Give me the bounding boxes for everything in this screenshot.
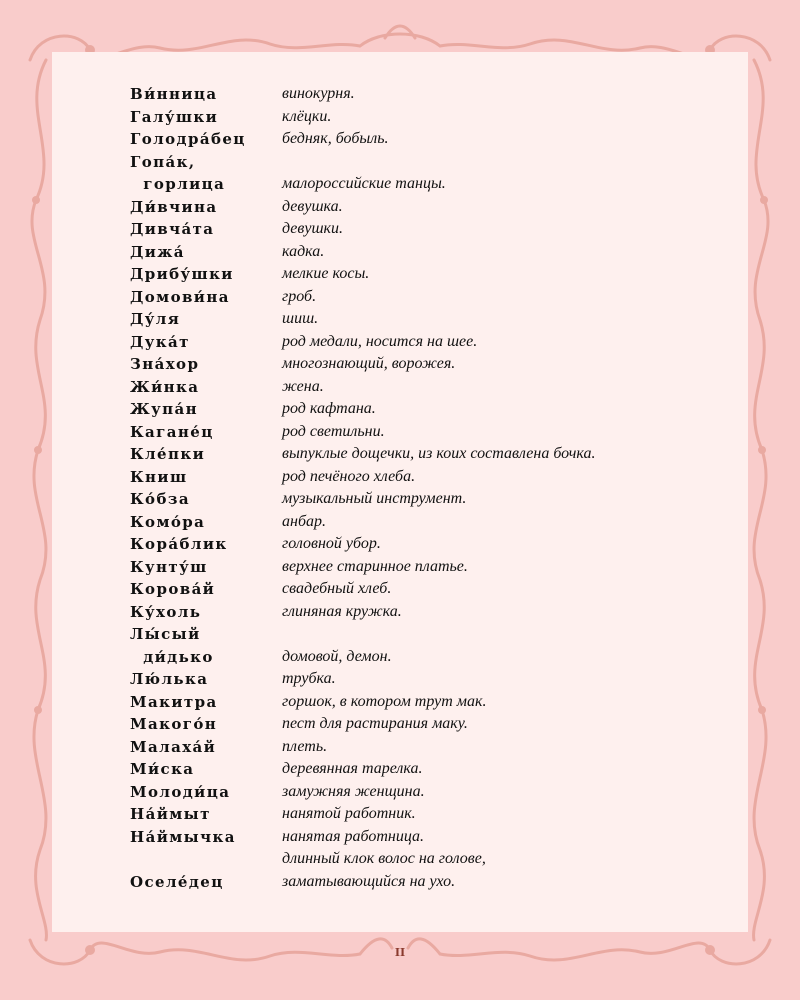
glossary-entry (130, 466, 690, 489)
glossary-definition: род светильни. (282, 422, 385, 440)
glossary-entry (130, 826, 690, 849)
glossary-term: Ду́ля (130, 310, 181, 328)
glossary-definition: трубка. (282, 670, 336, 687)
glossary-term: Голодра́бец (130, 130, 246, 148)
glossary-entry (130, 578, 690, 601)
glossary-term: Молоди́ца (130, 782, 231, 801)
left-flourish (32, 60, 46, 940)
glossary-definition: верхнее старинное платье. (282, 557, 468, 575)
glossary-term: Жупа́н (130, 400, 198, 418)
glossary-term: Дижа́ (130, 242, 185, 261)
glossary-term: Галу́шки (130, 107, 219, 126)
glossary-term: Ми́ска (130, 760, 195, 778)
glossary-definition: нанятая работница. (282, 827, 425, 845)
glossary-definition: головной убор. (282, 535, 381, 552)
glossary-term: Домови́на (130, 287, 230, 306)
glossary-definition: малороссийские танцы. (282, 175, 446, 192)
page-number: II (394, 946, 406, 959)
glossary-entry (130, 353, 690, 376)
glossary-entry (130, 713, 690, 736)
glossary-definition: гроб. (282, 287, 317, 305)
glossary-entry (130, 263, 690, 286)
glossary-definition: жена. (282, 377, 324, 395)
glossary-entry (130, 151, 690, 196)
glossary-term: На́ймычка (130, 827, 236, 846)
glossary-definition: девушка. (282, 197, 343, 215)
glossary-entry (130, 601, 690, 624)
glossary-entry (130, 331, 690, 354)
glossary-entry (130, 488, 690, 511)
glossary-entry (130, 533, 690, 556)
glossary-entry (130, 196, 690, 219)
glossary-definition: бедняк, бобыль. (282, 130, 389, 147)
glossary-definition: многознающий, ворожея. (282, 355, 456, 372)
glossary-term: Зна́хор (130, 355, 200, 373)
glossary-entry (130, 803, 690, 826)
glossary-entry (130, 848, 690, 893)
glossary-term: Дука́т (130, 332, 190, 351)
glossary-term: Кунту́ш (130, 557, 208, 576)
glossary-definition: винокурня. (282, 85, 355, 102)
glossary-definition: длинный клок волос на голове, заматывающийся на ухо. (282, 850, 486, 890)
glossary-definition: шиш. (282, 310, 319, 327)
glossary-definition: мелкие косы. (282, 265, 370, 282)
glossary-term: Ди́вчина (130, 197, 218, 216)
glossary-list (130, 83, 690, 893)
glossary-term: Жи́нка (130, 377, 200, 396)
glossary-term: Лы́сый ди́дько (130, 625, 214, 666)
glossary-term: Макитра (130, 692, 218, 711)
glossary-term: На́ймыт (130, 805, 211, 823)
glossary-entry (130, 443, 690, 466)
glossary-definition: домовой, демон. (282, 647, 392, 665)
right-flourish (754, 60, 768, 940)
glossary-definition: род кафтана. (282, 400, 376, 417)
glossary-term: Книш (130, 467, 188, 486)
glossary-entry (130, 668, 690, 691)
glossary-definition: кадка. (282, 242, 325, 260)
glossary-entry (130, 286, 690, 309)
glossary-definition: плеть. (282, 737, 328, 755)
glossary-entry (130, 691, 690, 714)
glossary-entry (130, 106, 690, 129)
glossary-definition: род медали, носится на шее. (282, 332, 478, 350)
glossary-term: Дрибу́шки (130, 265, 234, 283)
glossary-definition: анбар. (282, 512, 326, 530)
glossary-term: Малаха́й (130, 737, 217, 756)
glossary-entry (130, 736, 690, 759)
glossary-definition: свадебный хлеб. (282, 580, 392, 597)
glossary-definition: музыкальный инструмент. (282, 490, 467, 507)
glossary-term: Ку́холь (130, 602, 202, 621)
glossary-entry (130, 218, 690, 241)
glossary-entry (130, 511, 690, 534)
glossary-definition: горшок, в котором трут мак. (282, 692, 487, 710)
glossary-entry (130, 623, 690, 668)
glossary-definition: глиняная кружка. (282, 602, 402, 620)
glossary-term: Комо́ра (130, 512, 206, 531)
glossary-definition: деревянная тарелка. (282, 760, 423, 777)
glossary-term: Лю́лька (130, 670, 209, 688)
glossary-definition: клёцки. (282, 107, 332, 125)
glossary-entry (130, 421, 690, 444)
glossary-term: Оселе́дец (130, 872, 224, 891)
glossary-entry (130, 128, 690, 151)
glossary-definition: замужняя женщина. (282, 782, 425, 800)
glossary-term: Гопа́к, горлица (130, 152, 226, 193)
glossary-entry (130, 308, 690, 331)
glossary-entry (130, 83, 690, 106)
glossary-entry (130, 556, 690, 579)
top-flourish-center (360, 26, 440, 46)
glossary-entry (130, 241, 690, 264)
glossary-definition: девушки. (282, 220, 343, 237)
glossary-term: Корова́й (130, 580, 216, 598)
glossary-entry (130, 398, 690, 421)
glossary-term: Кора́блик (130, 535, 228, 553)
glossary-definition: род печёного хлеба. (282, 467, 416, 485)
glossary-term: Ви́нница (130, 85, 218, 103)
glossary-term: Ко́бза (130, 490, 190, 508)
glossary-definition: пест для растирания маку. (282, 715, 468, 732)
glossary-entry (130, 758, 690, 781)
glossary-definition: нанятой работник. (282, 805, 416, 822)
glossary-term: Дивча́та (130, 220, 215, 238)
glossary-term: Кле́пки (130, 445, 206, 463)
glossary-term: Кагане́ц (130, 422, 214, 441)
glossary-term: Макого́н (130, 715, 218, 733)
glossary-entry (130, 781, 690, 804)
glossary-entry (130, 376, 690, 399)
glossary-definition: выпуклые дощечки, из коих составлена бочка. (282, 445, 596, 462)
